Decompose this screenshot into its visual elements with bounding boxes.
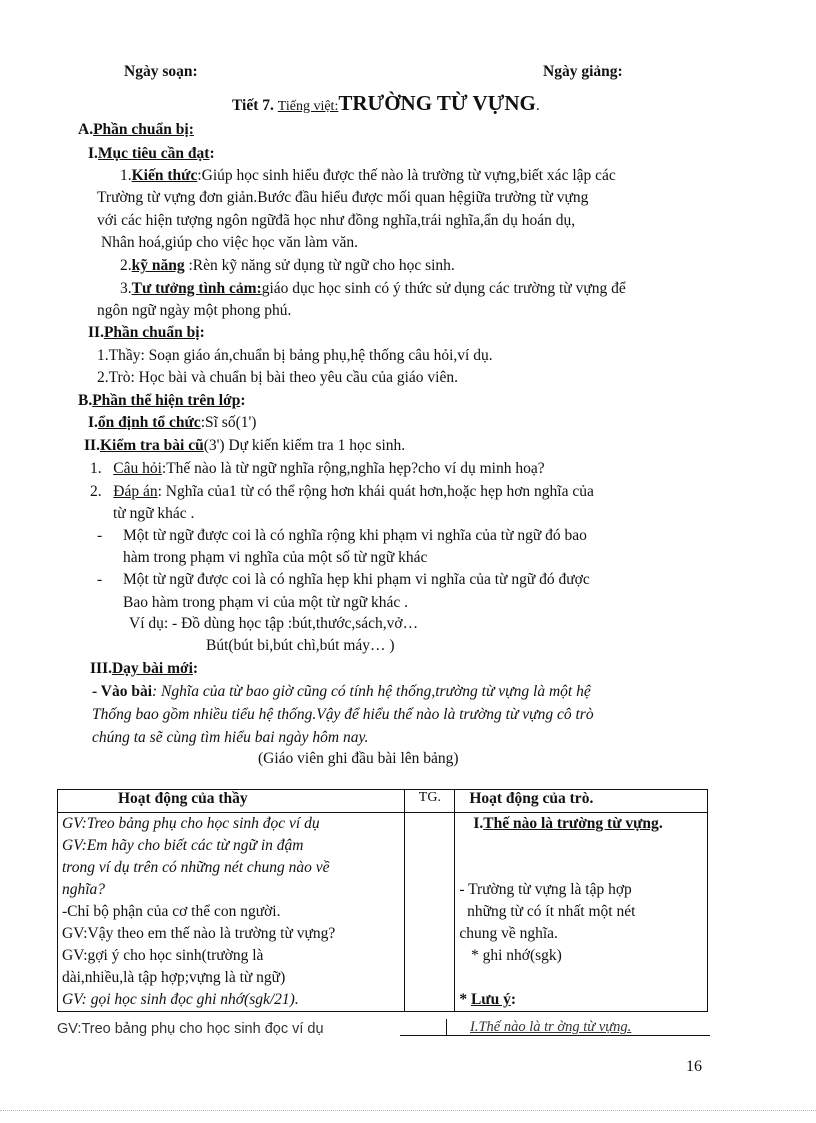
example-line-2: Bút(bút bi,bút chì,bút máy… ) bbox=[206, 637, 395, 654]
student-heading: I.Thế nào là trường từ vựng. bbox=[473, 815, 663, 832]
student-line: - Trường từ vựng là tập hợp bbox=[459, 881, 632, 898]
student-line: những từ có ít nhất một nét bbox=[459, 903, 636, 920]
bullet-1-line-1: - Một từ ngữ được coi là có nghĩa rộng khi phạm vi nghĩa của từ ngữ đó bao bbox=[97, 527, 587, 544]
teacher-line: trong ví dụ trên có những nét chung nào về bbox=[62, 859, 330, 876]
page-boundary bbox=[0, 1110, 816, 1111]
teacher-note: (Giáo viên ghi đầu bài lên bảng) bbox=[258, 750, 459, 767]
student-activity-header: Hoạt động của trò. bbox=[455, 790, 708, 813]
period-label: Tiết 7. bbox=[232, 97, 274, 114]
table-header-row bbox=[58, 790, 708, 813]
class-org-label: ổn định tổ chức bbox=[97, 414, 201, 431]
teacher-line: -Chỉ bộ phận của cơ thể con người. bbox=[62, 903, 281, 920]
prep-date-label: Ngày soạn: bbox=[124, 63, 198, 80]
teacher-line: nghĩa? bbox=[62, 881, 106, 898]
intro-line-2: Thống bao gồm nhiều tiểu hệ thống.Vậy để hiểu thế nào là trường từ vựng cô trò bbox=[92, 706, 594, 723]
student-prep-line: 2.Trò: Học bài và chuẩn bị bài theo yêu cầu của giáo viên. bbox=[97, 369, 458, 386]
question-line: 1. Câu hỏi:Thế nào là từ ngữ nghĩa rộng,nghĩa hẹp?cho ví dụ minh hoạ? bbox=[90, 460, 545, 477]
bullet-1-line-2: hàm trong phạm vi nghĩa của một số từ ngữ khác bbox=[123, 549, 428, 566]
class-org-line: I.ổn định tổ chức:Sĩ số(1') bbox=[88, 414, 257, 431]
teacher-line: dài,nhiều,là tập hợp;vựng là từ ngữ) bbox=[62, 969, 286, 986]
old-lesson-label: Kiểm tra bài cũ bbox=[99, 437, 204, 454]
teacher-line: GV:gợi ý cho học sinh(trường là bbox=[62, 947, 264, 964]
time-header: TG. bbox=[405, 790, 455, 813]
preparation-heading: II.Phần chuẩn bị: bbox=[88, 324, 205, 341]
intro-line-3: chúng ta sẽ cùng tìm hiểu bai ngày hôm nay. bbox=[92, 729, 369, 746]
example-line-1: Ví dụ: - Đồ dùng học tập :bút,thước,sách,vở… bbox=[129, 615, 419, 632]
knowledge-line-3: với các hiện tượng ngôn ngữđã học như đồng nghĩa,trái nghĩa,ẩn dụ hoán dụ, bbox=[97, 212, 576, 229]
time-cell bbox=[405, 813, 455, 1012]
page-number: 16 bbox=[686, 1058, 702, 1075]
section-a-heading: A.Phần chuẩn bị: bbox=[78, 121, 194, 138]
old-lesson-check-line: II.Kiểm tra bài cũ(3') Dự kiến kiểm tra 1 học sinh. bbox=[84, 437, 406, 454]
student-line: chung về nghĩa. bbox=[459, 925, 558, 942]
lesson-title-line bbox=[232, 90, 540, 120]
answer-line-1: 2. Đáp án: Nghĩa của1 từ có thể rộng hơn khái quát hơn,hoặc hẹp hơn nghĩa của bbox=[90, 483, 594, 500]
overflow-teacher-text: GV:Treo bảng phụ cho học sinh đọc ví dụ bbox=[57, 1021, 324, 1037]
teacher-activity-cell bbox=[58, 813, 405, 1012]
attitude-line-2: ngôn ngữ ngày một phong phú. bbox=[97, 302, 292, 319]
lesson-title: TRƯỜNG TỪ VỰNG bbox=[338, 91, 536, 115]
student-line: * ghi nhớ(sgk) bbox=[459, 947, 562, 964]
objectives-heading: I.Mục tiêu cần đạt: bbox=[88, 145, 215, 162]
attitude-line-1: 3.Tư tưởng tình cảm:giáo dục học sinh có ý thức sử dụng các trường từ vựng để bbox=[120, 280, 626, 297]
lesson-activity-table bbox=[57, 789, 708, 1012]
title-end: . bbox=[535, 97, 540, 114]
teacher-prep-line: 1.Thầy: Soạn giáo án,chuẩn bị bảng phụ,hệ thống câu hỏi,ví dụ. bbox=[97, 347, 493, 364]
bullet-2-line-2: Bao hàm trong phạm vi của một từ ngữ khác . bbox=[123, 594, 408, 611]
answer-line-2: từ ngữ khác . bbox=[113, 505, 195, 522]
question-label: Câu hỏi bbox=[113, 460, 162, 477]
table-row bbox=[58, 813, 708, 1012]
knowledge-line-2: Trường từ vựng đơn giản.Bước đầu hiểu được mối quan hệgiữa trường từ vựng bbox=[97, 189, 589, 206]
teacher-line: GV: gọi học sinh đọc ghi nhớ(sgk/21). bbox=[62, 991, 299, 1008]
teach-date-label: Ngày giảng: bbox=[543, 63, 623, 80]
knowledge-line-1: 1.Kiến thức:Giúp học sinh hiểu được thế nào là trường từ vựng,biết xác lập các bbox=[120, 167, 616, 184]
teacher-line: GV:Em hãy cho biết các từ ngữ in đậm bbox=[62, 837, 304, 854]
new-lesson-heading: III.Dạy bài mới: bbox=[90, 660, 199, 677]
intro-label: - Vào bài bbox=[92, 683, 153, 700]
section-b-heading: B.Phần thể hiện trên lớp: bbox=[78, 392, 246, 409]
attitude-label: Tư tưởng tình cảm: bbox=[131, 280, 262, 297]
skills-line: 2.kỹ năng :Rèn kỹ năng sử dụng từ ngữ cho học sinh. bbox=[120, 257, 455, 274]
skills-label: kỹ năng bbox=[131, 257, 185, 274]
dash-marker: - bbox=[97, 571, 103, 588]
dash-marker: - bbox=[97, 527, 103, 544]
answer-label: Đáp án bbox=[113, 483, 158, 500]
teacher-activity-header: Hoạt động của thầy bbox=[58, 790, 405, 813]
overflow-student-text: I.Thế nào là tr ờng từ vựng. bbox=[470, 1019, 632, 1035]
subject-label: Tiếng việt: bbox=[277, 99, 339, 114]
knowledge-label: Kiến thức bbox=[131, 167, 198, 184]
student-note: * Lưu ý: bbox=[459, 991, 516, 1008]
intro-line-1: - Vào bài: Nghĩa của từ bao giờ cũng có tính hệ thống,trường từ vựng là một hệ bbox=[92, 683, 591, 700]
student-activity-cell bbox=[455, 813, 708, 1012]
bullet-2-line-1: - Một từ ngữ được coi là có nghĩa hẹp khi phạm vi nghĩa của từ ngữ đó được bbox=[97, 571, 590, 588]
teacher-line: GV:Vậy theo em thế nào là trường từ vựng? bbox=[62, 925, 336, 942]
knowledge-line-4: Nhân hoá,giúp cho việc học văn làm văn. bbox=[101, 234, 358, 251]
teacher-line: GV:Treo bảng phụ cho học sinh đọc ví dụ bbox=[62, 815, 320, 832]
